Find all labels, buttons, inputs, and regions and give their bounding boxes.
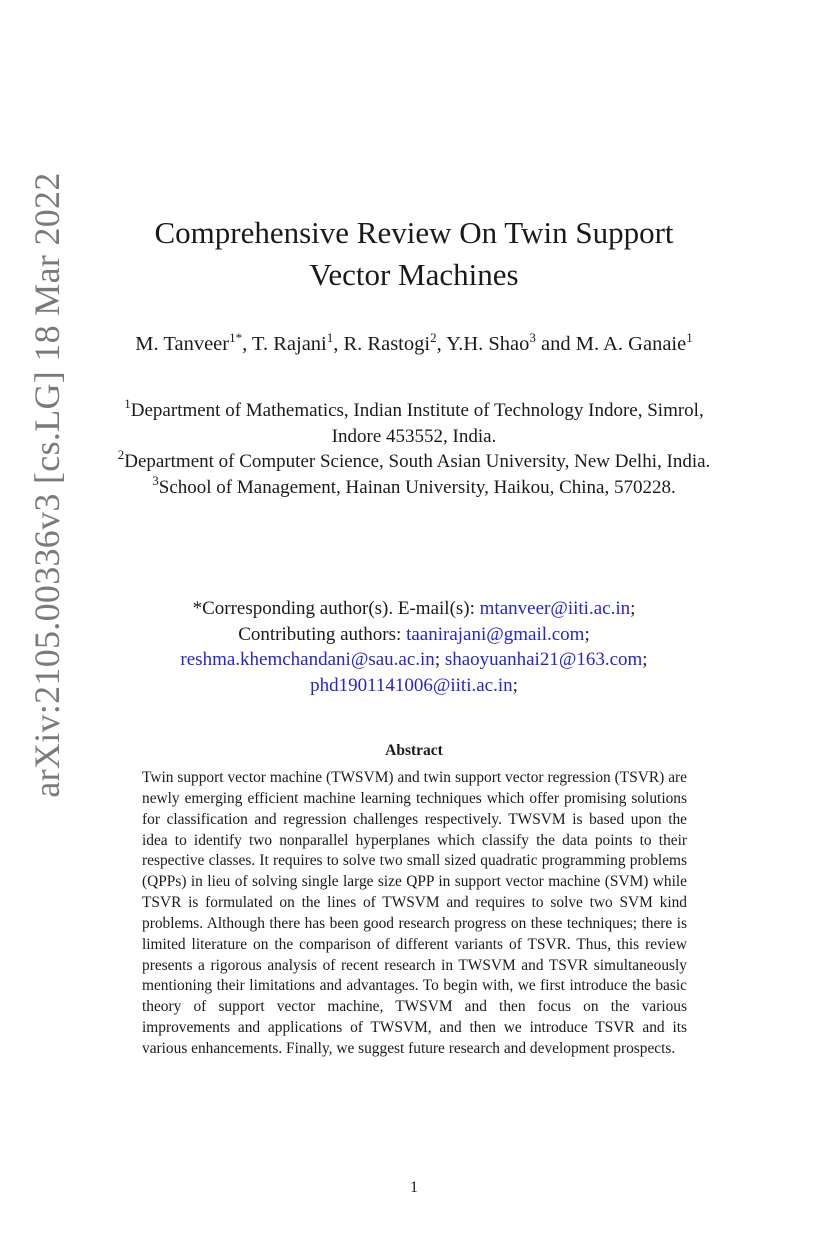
contributing-authors-label: Contributing authors:	[238, 623, 407, 645]
abstract-body: Twin support vector machine (TWSVM) and twin support vector regression (TSVR) are newly emerging efficient machine learning techniques which offer promising solutions for classification and regression challenges respectively. TWSVM is based upon the idea to identify two nonparallel hyperplanes which classify the data points to their respective classes. It requires to solve two small sized quadratic programming problems (QPPs) in lieu of solving single large size QPP in support vector machine (SVM) while TSVR is formulated on the lines of TWSVM and requires to solve two SVM kind problems. Although there has been good research progress on these techniques; there is limited literature on the comparison of different variants of TSVR. Thus, this review presents a rigorous analysis of recent research in TWSVM and TSVR simultaneously mentioning their limitations and advantages. To begin with, we first introduce the basic theory of support vector machine, TWSVM and then focus on the various improvements and applications of TWSVM, and then we introduce TSVR and its various enhancements. Finally, we suggest future research and development prospects.	[142, 769, 687, 1057]
email-link[interactable]: taanirajani@gmail.com	[406, 623, 585, 645]
abstract-heading: Abstract	[385, 742, 443, 759]
email-link[interactable]: phd1901141006@iiti.ac.in	[310, 674, 513, 696]
affiliation-text: School of Management, Hainan University, Haikou, China, 570228.	[158, 476, 676, 498]
author-name: M. Tanveer	[135, 333, 230, 355]
author-name: , T. Rajani	[242, 333, 327, 355]
author-affiliation-mark: 1	[686, 330, 693, 345]
affiliation-mark: 1	[124, 396, 131, 411]
separator: ;	[642, 649, 648, 670]
page-number: 1	[410, 1179, 418, 1196]
author-affiliation-mark: 1*	[229, 330, 243, 345]
contributing-emails-line	[100, 647, 728, 673]
separator: ;	[512, 674, 518, 696]
email-link[interactable]: shaoyuanhai21@163.com	[444, 649, 643, 670]
author-affiliation-mark: 2	[430, 330, 437, 345]
contributing-authors-line	[100, 622, 728, 648]
affiliation-list	[100, 398, 728, 500]
contributing-emails-line	[100, 673, 728, 699]
affiliation-text: Department of Computer Science, South Asian University, New Delhi, India.	[124, 451, 711, 472]
author-name: and M. A. Ganaie	[535, 333, 687, 355]
paper-title-line-1: Comprehensive Review On Twin Support	[154, 215, 674, 250]
affiliation-item	[100, 472, 728, 501]
affiliation-mark: 3	[152, 472, 159, 488]
affiliation-mark: 2	[117, 447, 125, 462]
email-link[interactable]: mtanveer@iiti.ac.in	[479, 598, 631, 619]
affiliation-item	[100, 449, 728, 475]
separator: ;	[630, 598, 636, 619]
author-name: , Y.H. Shao	[436, 333, 530, 355]
affiliation-item	[100, 398, 728, 449]
corresponding-author-line	[100, 596, 728, 622]
separator: ;	[434, 649, 445, 670]
arxiv-identifier-text: arXiv:2105.00336v3 [cs.LG] 18 Mar 2022	[27, 172, 67, 798]
contact-emails	[100, 596, 728, 698]
author-affiliation-mark: 1	[326, 330, 334, 345]
paper-title-line-2: Vector Machines	[309, 257, 519, 292]
corresponding-author-label: *Corresponding author(s). E-mail(s):	[192, 598, 480, 619]
author-name: , R. Rastogi	[333, 333, 431, 355]
email-link[interactable]: reshma.khemchandani@sau.ac.in	[180, 649, 435, 670]
paper-title	[110, 212, 718, 296]
separator: ;	[584, 623, 590, 645]
author-affiliation-mark: 3	[529, 330, 536, 345]
affiliation-text: Department of Mathematics, Indian Institute of Technology Indore, Simrol, Indore 453552, India.	[130, 400, 704, 447]
author-list	[100, 331, 728, 358]
